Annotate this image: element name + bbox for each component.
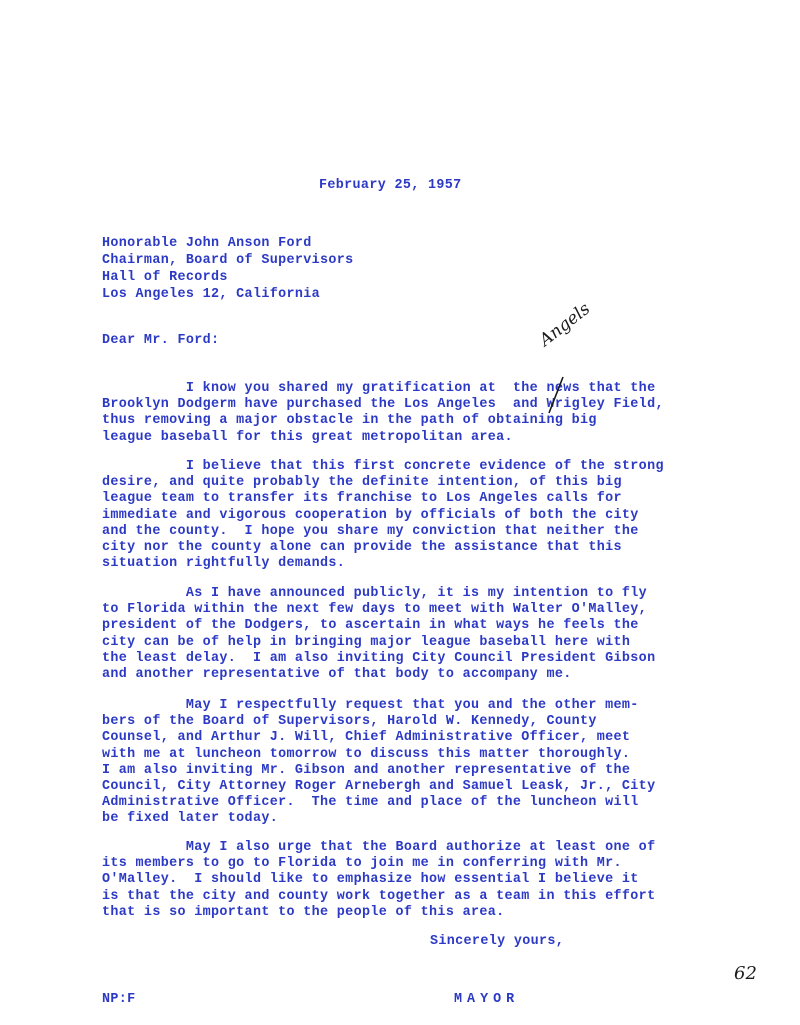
paragraph-line: situation rightfully demands. — [102, 556, 346, 572]
paragraph-line: O'Malley. I should like to emphasize how essential I believe it — [102, 872, 639, 888]
paragraph-line: and another representative of that body to accompany me. — [102, 666, 572, 682]
paragraph-line: city nor the county alone can provide the assistance that this — [102, 539, 622, 555]
paragraph-line: thus removing a major obstacle in the path of obtaining big — [102, 413, 597, 429]
paragraph-line: immediate and vigorous cooperation by officials of both the city — [102, 507, 639, 523]
paragraph-3 — [102, 586, 742, 683]
paragraph-line: May I also urge that the Board authorize at least one of — [102, 840, 656, 855]
typist-initials: NP:F — [102, 992, 136, 1007]
address-line-4: Los Angeles 12, California — [102, 287, 321, 302]
handwritten-page-number: 62 — [734, 963, 757, 984]
paragraph-line: with me at luncheon tomorrow to discuss this matter thoroughly. — [102, 746, 631, 762]
paragraph-line: to Florida within the next few days to meet with Walter O'Malley, — [102, 602, 648, 618]
paragraph-line: I am also inviting Mr. Gibson and another representative of the — [102, 762, 631, 778]
signature-title: MAYOR — [454, 992, 520, 1007]
paragraph-line: bers of the Board of Supervisors, Harold W. Kennedy, County — [102, 714, 597, 730]
address-line-1: Honorable John Anson Ford — [102, 236, 312, 251]
paragraph-2 — [102, 459, 742, 572]
paragraph-1 — [102, 381, 742, 446]
insertion-caret-mark — [543, 375, 567, 415]
paragraph-line: May I respectfully request that you and the other mem- — [102, 698, 639, 713]
paragraph-line: desire, and quite probably the definite intention, of this big — [102, 475, 622, 491]
paragraph-line: that is so important to the people of this area. — [102, 904, 505, 920]
paragraph-line: Brooklyn Dodgerm have purchased the Los Angeles and Wrigley Field, — [102, 397, 664, 413]
paragraph-line: be fixed later today. — [102, 811, 279, 827]
paragraph-line: league team to transfer its franchise to Los Angeles calls for — [102, 491, 622, 507]
paragraph-line: president of the Dodgers, to ascertain in what ways he feels the — [102, 618, 639, 634]
paragraph-5 — [102, 840, 742, 921]
paragraph-line: the least delay. I am also inviting City Council President Gibson — [102, 650, 656, 666]
paragraph-4 — [102, 698, 742, 828]
paragraph-line: Counsel, and Arthur J. Will, Chief Administrative Officer, meet — [102, 730, 631, 746]
paragraph-line: I believe that this first concrete evidence of the strong — [102, 459, 664, 474]
handwritten-insertion: Angels — [535, 298, 595, 351]
paragraph-line: and the county. I hope you share my conviction that neither the — [102, 523, 639, 539]
paragraph-line: city can be of help in bringing major league baseball here with — [102, 634, 631, 650]
paragraph-line: its members to go to Florida to join me in conferring with Mr. — [102, 856, 622, 872]
address-line-2: Chairman, Board of Supervisors — [102, 253, 354, 268]
paragraph-line: is that the city and county work together as a team in this effort — [102, 888, 656, 904]
closing: Sincerely yours, — [430, 934, 565, 949]
paragraph-line: As I have announced publicly, it is my intention to fly — [102, 586, 648, 601]
paragraph-line: league baseball for this great metropolitan area. — [102, 429, 513, 445]
paragraph-line: I know you shared my gratification at the news that the — [102, 381, 656, 396]
letter-date: February 25, 1957 — [319, 178, 462, 193]
paragraph-line: Council, City Attorney Roger Arnebergh and Samuel Leask, Jr., City — [102, 778, 656, 794]
address-line-3: Hall of Records — [102, 270, 228, 285]
paragraph-line: Administrative Officer. The time and place of the luncheon will — [102, 795, 639, 811]
salutation: Dear Mr. Ford: — [102, 333, 220, 348]
